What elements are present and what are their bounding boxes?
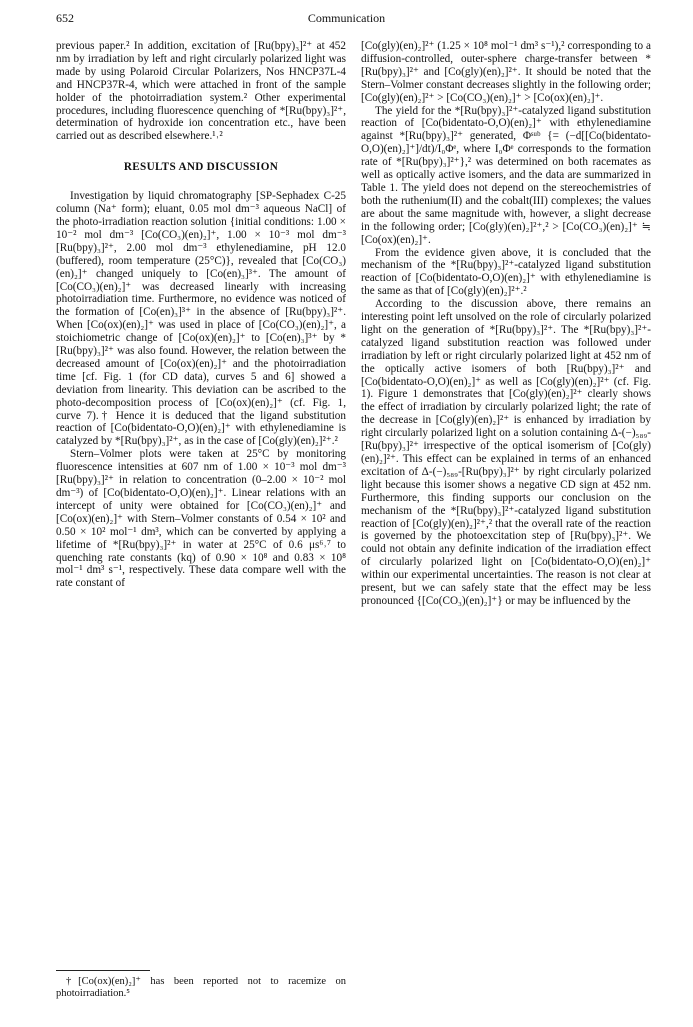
paragraph-experimental-end: previous paper.² In addition, excitation of [Ru(bpy)₃]²⁺ at 452 nm by irradiation by left and right circularly polarized light was made by using Polaroid Circular Polarizers, Nos HNCP37L-4 and HNCP37R-4, which were attached in front of the sample holder of the photoirradiation system.² Other experimental procedures, including fluorescence quenching of *[Ru(bpy)₃]²⁺, determination of hydroxide ion concentration etc., have been carried out as described elsewhere.¹˒² xyxy=(56,40,346,143)
paragraph-circular-polarization: According to the discussion above, there remains an interesting point left unsolved on the role of circularly polarized light on the generation of *[Ru(bpy)₃]²⁺. The *[Ru(bpy)₃]²⁺-catalyzed ligand substitution reaction was followed under irradiation by left or right circularly polarized light at 452 nm of the optically active isomers of both [Ru(bpy)₃]²⁺ and [Co(bidentato-O,O)(en)₂]⁺ as well as [Co(gly)(en)₂]²⁺ (cf. Fig. 1). Figure 1 demonstrates that [Co(gly)(en)₂]²⁺ clearly shows the effect of irradiation by circularly polarized light; the rate of the decrease in [Co(gly)(en)₂]²⁺ is enhanced by irradiation by right circularly polarized light on a solution containing Δ-(−)₅₈₉-[Ru(bpy)₃]²⁺ irrespective of the optical isomerism of [Co(gly)(en)₂]²⁺. This effect can be explained in terms of an enhanced excitation of Δ-(−)₅₈₉-[Ru(bpy)₃]²⁺ by right circularly polarized light because this isomer shows a negative CD sign at 452 nm. Furthermore, this finding supports our conclusion on the mechanism of the *[Ru(bpy)₃]²⁺-catalyzed ligand substitution reaction of [Co(gly)(en)₂]²⁺,² that the overall rate of the reaction is governed by the photoexcitation step of [Ru(bpy)₃]²⁺. We could not obtain any definite indication of the irradiation effect of circularly polarized light on [Co(bidentato-O,O)(en)₂]⁺ within our experimental uncertainties. The reason is not clear at present, but we can safely state that the effect may be less pronounced {[Co(CO₃)(en)₂]⁺} or may be influenced by the xyxy=(361,298,651,607)
paragraph-rate-constant: [Co(gly)(en)₂]²⁺ (1.25 × 10⁸ mol⁻¹ dm³ s⁻¹),² corresponding to a diffusion-controlled, outer-sphere charge-transfer between *[Ru(bpy)₃]²⁺ and [Co(gly)(en)₂]²⁺. It should be noted that the Stern–Volmer constant decreases slightly in the following order; [Co(gly)(en)₂]²⁺ > [Co(CO₃)(en)₂]⁺ > [Co(ox)(en)₂]⁺. xyxy=(361,40,651,104)
paragraph-yield: The yield for the *[Ru(bpy)₃]²⁺-catalyzed ligand substitution reaction of [Co(bidentato-O,O)(en)₂]⁺ with ethylenediamine against *[Ru(bpy)₃]²⁺ generated, Φˢᵘᵇ {= (−d[[Co(bidentato-O,O)(en)₂]⁺]/dt)/I₀Φᵉ, where I₀Φᵉ corresponds to the formation rate of *[Ru(bpy)₃]²⁺},² was determined on both racemates as well as optically active isomers, and the data are summarized in Table 1. The yield does not depend on the stereochemistries of both the ruthenium(II) and the cobalt(III) complexes; the values are about the same magnitude with, however, a slight decrease in the following order; [Co(gly)(en)₂]²⁺,² > [Co(CO₃)(en)₂]⁺ ≒ [Co(ox)(en)₂]⁺. xyxy=(361,104,651,246)
right-column xyxy=(361,40,651,608)
paragraph-mechanism: From the evidence given above, it is concluded that the mechanism of the *[Ru(bpy)₃]²⁺-catalyzed ligand substitution reaction of [Co(bidentato-O,O)(en)₂]⁺ with ethylenediamine is the same as that of [Co(gly)(en)₂]²⁺.² xyxy=(361,246,651,298)
footnote-divider xyxy=(56,970,150,971)
paragraph-stern-volmer: Stern–Volmer plots were taken at 25°C by monitoring fluorescence intensities at 607 nm of 1.00 × 10⁻³ mol dm⁻³ [Ru(bpy)₃]²⁺ in relation to concentration (0–2.00 × 10⁻² mol dm⁻³) of [Co(bidentato-O,O)(en)₂]⁺. Linear relations with an intercept of unity were obtained for [Co(CO₃)(en)₂]⁺ and [Co(ox)(en)₂]⁺ with Stern–Volmer constants of 0.54 × 10² and 0.50 × 10² mol⁻¹ dm³, which can be converted by applying a lifetime of *[Ru(bpy)₃]²⁺ in water at 25°C of 0.6 μs⁶˒⁷ to quenching rate constants (kq) of 0.90 × 10⁸ and 0.83 × 10⁸ mol⁻¹ dm³ s⁻¹, respectively. These data compare well with the rate constant of xyxy=(56,448,346,590)
footnote-text: †[Co(ox)(en)₂]⁺ has been reported not to racemize on photoirradiation.⁵ xyxy=(56,976,346,1000)
page-number: 652 xyxy=(56,11,74,25)
running-head xyxy=(56,11,637,29)
section-heading: RESULTS AND DISCUSSION xyxy=(123,161,279,174)
paragraph-chromatography: Investigation by liquid chromatography [SP-Sephadex C-25 column (Na⁺ form); eluant, 0.05 mol dm⁻³ aqueous NaCl] of the photo-irradiation reaction solution {initial conditions: 1.00 × 10⁻² mol dm⁻³ [Co(CO₃)(en)₂]⁺, 1.00 × 10⁻³ mol dm⁻³ [Ru(bpy)₃]²⁺, 2.00 mol dm⁻³ ethylenediamine, pH 12.0 (buffered), room temperature (25°C)}, revealed that [Co(CO₃)(en)₂]⁺ changed uniquely to [Co(en)₃]³⁺. The amount of [Co(CO₃)(en)₂]⁺ was decreased linearly with increasing photoirradiation time. Furthermore, no evidence was noticed of the formation of [Co(en)₃]³⁺ in the absence of [Ru(bpy)₃]²⁺. When [Co(ox)(en)₂]⁺ was used in place of [Co(CO₃)(en)₂]⁺, a stoichiometric change of [Co(ox)(en)₂]⁺ to [Co(en)₃]³⁺ by *[Ru(bpy)₃]²⁺ was also found. However, the relation between the decreased amount of [Co(ox)(en)₂]⁺ and the photoirradiation time [cf. Fig. 1 (for CD data), curves 5 and 6] showed a deviation from linearity. This deviation can be ascribed to the photo-decomposition process of [Co(ox)(en)₂]⁺ (cf. Fig. 1, curve 7).† Hence it is deduced that the ligand substitution reaction of [Co(bidentato-O,O)(en)₂]⁺ with ethylenediamine is catalyzed by *[Ru(bpy)₃]²⁺, as in the case of [Co(gly)(en)₂]²⁺.² xyxy=(56,190,346,448)
journal-section-title: Communication xyxy=(307,11,386,25)
left-column xyxy=(56,40,346,590)
footnote xyxy=(56,976,346,1001)
